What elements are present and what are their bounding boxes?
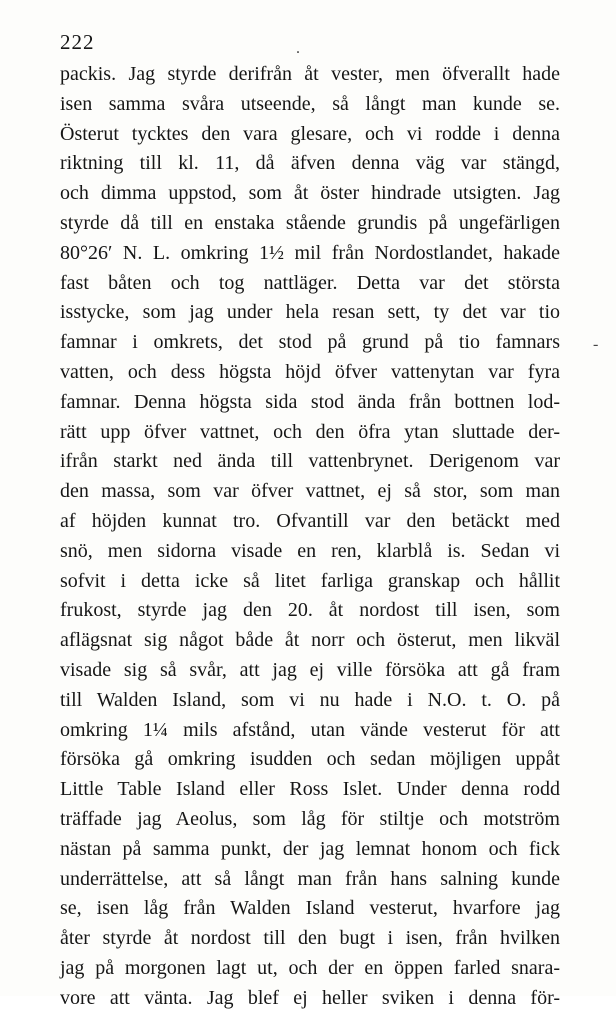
- text-line: nästan på samma punkt, der jag lemnat honom och fick: [60, 837, 560, 860]
- text-line: aflägsnat sig något både åt norr och österut, men likväl: [60, 629, 560, 652]
- text-line: den massa, som var öfver vattnet, ej så stor, som man: [60, 480, 560, 503]
- text-line: packis. Jag styrde derifrån åt vester, men öfverallt hade: [60, 63, 560, 85]
- text-line: omkring 1¼ mils afstånd, utan vände vesterut för att: [60, 718, 560, 741]
- text-line: fast båten och tog nattläger. Detta var det största: [60, 271, 560, 294]
- text-line: frukost, styrde jag den 20. åt nordost till isen, som: [60, 599, 560, 622]
- text-line: visade sig så svår, att jag ej ville försöka att gå fram: [60, 658, 560, 681]
- text-line: träffade jag Aeolus, som låg för stiltje och motström: [60, 807, 560, 830]
- text-line: riktning till kl. 11, då äfven denna väg var stängd,: [60, 152, 560, 175]
- text-line: snö, men sidorna visade en ren, klarblå is. Sedan vi: [60, 539, 560, 562]
- text-line: Little Table Island eller Ross Islet. Under denna rodd: [60, 778, 560, 801]
- text-line: åter styrde åt nordost till den bugt i isen, från hvilken: [60, 927, 560, 950]
- text-line: underrättelse, att så långt man från hans salning kunde: [60, 867, 560, 890]
- text-line: sofvit i detta icke så litet farliga granskap och hållit: [60, 569, 560, 592]
- text-line: rätt upp öfver vattnet, och den öfra ytan sluttade der-: [60, 420, 560, 443]
- text-line: styrde då till en enstaka stående grundis på ungefärligen: [60, 211, 560, 234]
- text-line: försöka gå omkring isudden och sedan möjligen uppåt: [60, 748, 560, 771]
- text-line: jag på morgonen lagt ut, och der en öppen farled snara-: [60, 956, 560, 979]
- text-line: famnar i omkrets, det stod på grund på tio famnars: [60, 331, 560, 354]
- margin-mark: .: [296, 40, 300, 57]
- text-line: isstycke, som jag under hela resan sett, ty det var tio: [60, 301, 560, 324]
- page-number: 222: [60, 30, 95, 54]
- text-line: famnar. Denna högsta sida stod ända från bottnen lod-: [60, 390, 560, 413]
- body-text: [60, 60, 560, 1014]
- text-line: och dimma uppstod, som åt öster hindrade utsigten. Jag: [60, 182, 560, 205]
- text-line: isen samma svåra utseende, så långt man kunde se.: [60, 92, 560, 115]
- text-line: 80°26′ N. L. omkring 1½ mil från Nordostlandet, hakade: [60, 241, 560, 264]
- text-line: vatten, och dess högsta höjd öfver vattenytan var fyra: [60, 360, 560, 383]
- text-line: Österut tycktes den vara glesare, och vi rodde i denna: [60, 122, 560, 145]
- text-line: till Walden Island, som vi nu hade i N.O. t. O. på: [60, 688, 560, 711]
- text-line: ifrån starkt ned ända till vattenbrynet. Derigenom var: [60, 450, 560, 473]
- margin-mark: -: [593, 336, 599, 353]
- text-line: se, isen låg från Walden Island vesterut, hvarfore jag: [60, 897, 560, 920]
- text-line: af höjden kunnat tro. Ofvantill var den betäckt med: [60, 509, 560, 532]
- text-line: vore att vänta. Jag blef ej heller sviken i denna för-: [60, 986, 560, 1009]
